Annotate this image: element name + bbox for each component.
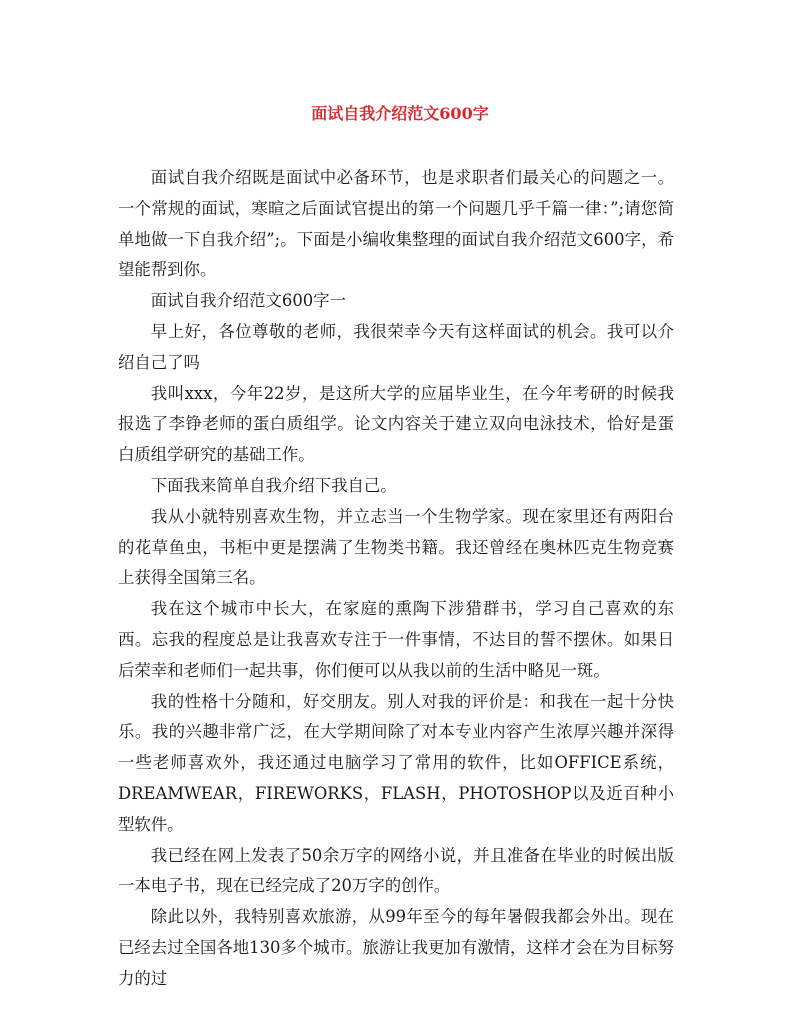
paragraph-upbringing: 我在这个城市中长大，在家庭的熏陶下涉猎群书，学习自己喜欢的东西。忘我的程度总是让我喜欢专注于一件事情，不达目的誓不摆休。如果日后荣幸和老师们一起共事，你们便可以从我以前的生活中略见一斑。 <box>118 599 674 680</box>
paragraph-writing: 我已经在网上发表了50余万字的网络小说，并且准备在毕业的时候出版一本电子书，现在已经完成了20万字的创作。 <box>118 845 674 896</box>
document-body <box>118 163 674 995</box>
paragraph-biology-interest: 我从小就特别喜欢生物，并立志当一个生物学家。现在家里还有两阳台的花草鱼虫，书柜中更是摆满了生物类书籍。我还曾经在奥林匹克生物竞赛上获得全国第三名。 <box>118 506 674 588</box>
paragraph-section-heading: 面试自我介绍范文600字一 <box>150 291 346 311</box>
document-title: 面试自我介绍范文600字 <box>311 104 489 123</box>
paragraph-transition: 下面我来简单自我介绍下我自己。 <box>150 475 397 495</box>
paragraph-greeting: 早上好，各位尊敬的老师，我很荣幸今天有这样面试的机会。我可以介绍自己了吗 <box>118 321 674 372</box>
paragraph-self-name: 我叫xxx，今年22岁，是这所大学的应届毕业生，在今年考研的时候我报选了李铮老师的蛋白质组学。论文内容关于建立双向电泳技术，恰好是蛋白质组学研究的基础工作。 <box>118 383 674 465</box>
paragraph-personality: 我的性格十分随和，好交朋友。别人对我的评价是：和我在一起十分快乐。我的兴趣非常广泛，在大学期间除了对本专业内容产生浓厚兴趣并深得一些老师喜欢外，我还通过电脑学习了常用的软件，比如OFFICE系统，DREAMWEAR，FIREWORKS，FLASH，PHOTOSHOP以及近百种小型软件。 <box>118 691 674 834</box>
paragraph-intro: 面试自我介绍既是面试中必备环节，也是求职者们最关心的问题之一。一个常规的面试，寒暄之后面试官提出的第一个问题几乎千篇一律：”;请您简单地做一下自我介绍”;。下面是小编收集整理的面试自我介绍范文600字，希望能帮到你。 <box>118 168 674 280</box>
paragraph-travel: 除此以外，我特别喜欢旅游，从99年至今的每年暑假我都会外出。现在已经去过全国各地130多个城市。旅游让我更加有激情，这样才会在为目标努力的过 <box>118 907 674 988</box>
